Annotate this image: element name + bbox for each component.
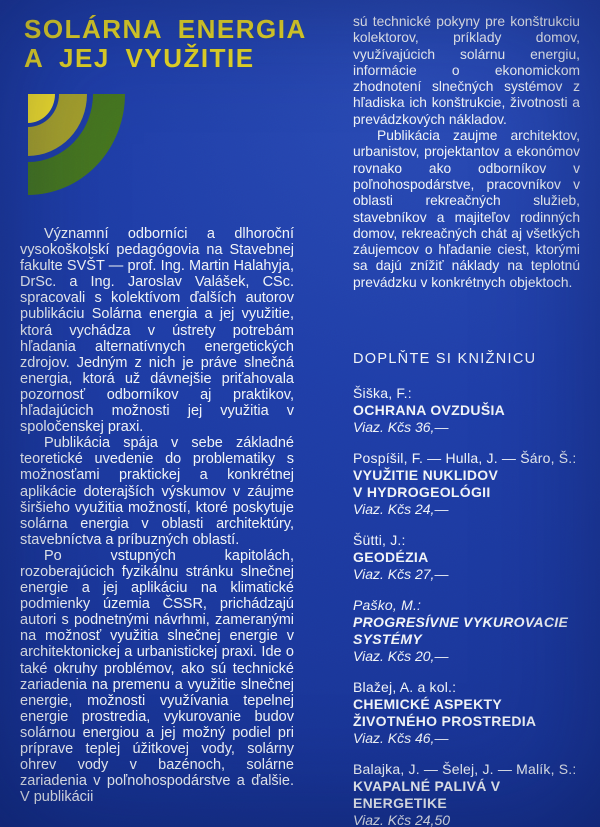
book-title: V HYDROGEOLÓGII: [353, 484, 491, 500]
book-price: Viaz. Kčs 36,—: [353, 419, 449, 435]
book-title: PROGRESÍVNE VYKUROVACIE: [353, 614, 569, 630]
booklist: [353, 351, 595, 827]
title-line-1: SOLÁRNA ENERGIA: [24, 14, 307, 44]
book-author: Paško, M.:: [353, 597, 422, 613]
book-author: Blažej, A. a kol.:: [353, 679, 457, 695]
book-entry: [353, 761, 595, 827]
book-entry: [353, 385, 595, 436]
body-paragraph: Publikácia zaujme architektov, urbanistov, projektantov a ekonómov rovnako ako odborníkov v poľnohospodárstve, pracovníkov v oblasti rekreačných služieb, stavebníkov a majiteľov rodinných domov, rekreačných chát aj všetkých záujemcov o hľadanie ciest, ktorými sa dajú znížiť náklady na teplotnú prevádzku v konkrétnych objektoch.: [353, 128, 580, 290]
body-paragraph: sú technické pokyny pre konštrukciu kolektorov, príklady domov, využívajúcich solárnu energiu, informácie o ekonomickom zhodnotení slnečných systémov z hľadiska ich konštrukcie, životnosti a prevádzkových nákladov.: [353, 14, 580, 127]
book-author: Šiška, F.:: [353, 385, 412, 401]
book-author: Šütti, J.:: [353, 532, 406, 548]
book-title: GEODÉZIA: [353, 549, 429, 565]
book-price: Viaz. Kčs 46,—: [353, 730, 449, 746]
book-entry: [353, 532, 595, 583]
book-title: OCHRANA OVZDUŠIA: [353, 402, 506, 418]
book-title: SYSTÉMY: [353, 631, 423, 647]
book-author: Balajka, J. — Šelej, J. — Malík, S.:: [353, 761, 577, 777]
book-entry: [353, 450, 595, 518]
page-title: [24, 15, 307, 73]
book-title: ŽIVOTNÉHO PROSTREDIA: [353, 713, 537, 729]
book-title: CHEMICKÉ ASPEKTY: [353, 696, 502, 712]
body-paragraph: Po vstupných kapitolách, rozoberajúcich fyzikálnu stránku slnečnej energie a jej aplikáciu na klimatické podmienky územia ČSSR, prichádzajú autori s podnetnými návrhmi, zameranými na možnosť využitia slnečnej energie v architektonickej a urbanistickej praxi. Ide o také okruhy problémov, ako sú technické zariadenia na premenu a využitie slnečnej energie, možnosti využívania tepelnej energie prostredia, vykurovanie budov solárnou energiou a jej možný podiel pri príprave teplej úžitkovej vody, solárny ohrev vody v bazénoch, solárne zariadenia v poľnohospodárstve a ďalšie. V publikácii: [20, 547, 294, 806]
book-author: Pospíšil, F. — Hulla, J. — Šáro, Š.:: [353, 450, 577, 466]
book-price: Viaz. Kčs 24,—: [353, 501, 449, 517]
body-paragraph: Významní odborníci a dlhoroční vysokoškolskí pedagógovia na Stavebnej fakulte SVŠT — prof. Ing. Martin Halahyja, DrSc. a Ing. Jaroslav Valášek, CSc. spracovali s kolektívom ďalších autorov publikáciu Solárna energia a jej využitie, ktorá vychádza v ústrety potrebám hľadania alternatívnych energetických zdrojov. Jedným z nich je práve slnečná energia, ktorá už dávnejšie priťahovala pozornosť odborníkov aj praktikov, hľadajúcich možnosti jej využitia v spoločenskej praxi.: [20, 226, 294, 436]
body-paragraph: Publikácia spája v sebe základné teoretické uvedenie do problematiky s možnosťami praktickej a konkrétnej aplikácie doterajších výskumov v záujme širšieho využitia možností, ktoré poskytuje solárna energia v oblasti architektúry, stavebníctva a príbuzných oblastí.: [20, 435, 294, 548]
title-line-2: A JEJ VYUŽITIE: [24, 43, 255, 73]
book-price: Viaz. Kčs 27,—: [353, 566, 449, 582]
book-price: Viaz. Kčs 24,50: [353, 812, 451, 827]
book-entry: [353, 679, 595, 747]
right-column: [353, 14, 580, 291]
book-title: KVAPALNÉ PALIVÁ V ENERGETIKE: [353, 778, 501, 811]
left-column: [20, 226, 294, 805]
book-entry: [353, 597, 595, 665]
book-price: Viaz. Kčs 20,—: [353, 648, 449, 664]
booklist-heading: DOPLŇTE SI KNIŽNICU: [353, 351, 537, 367]
sun-arcs-icon: [28, 94, 132, 198]
book-title: VYUŽITIE NUKLIDOV: [353, 467, 499, 483]
